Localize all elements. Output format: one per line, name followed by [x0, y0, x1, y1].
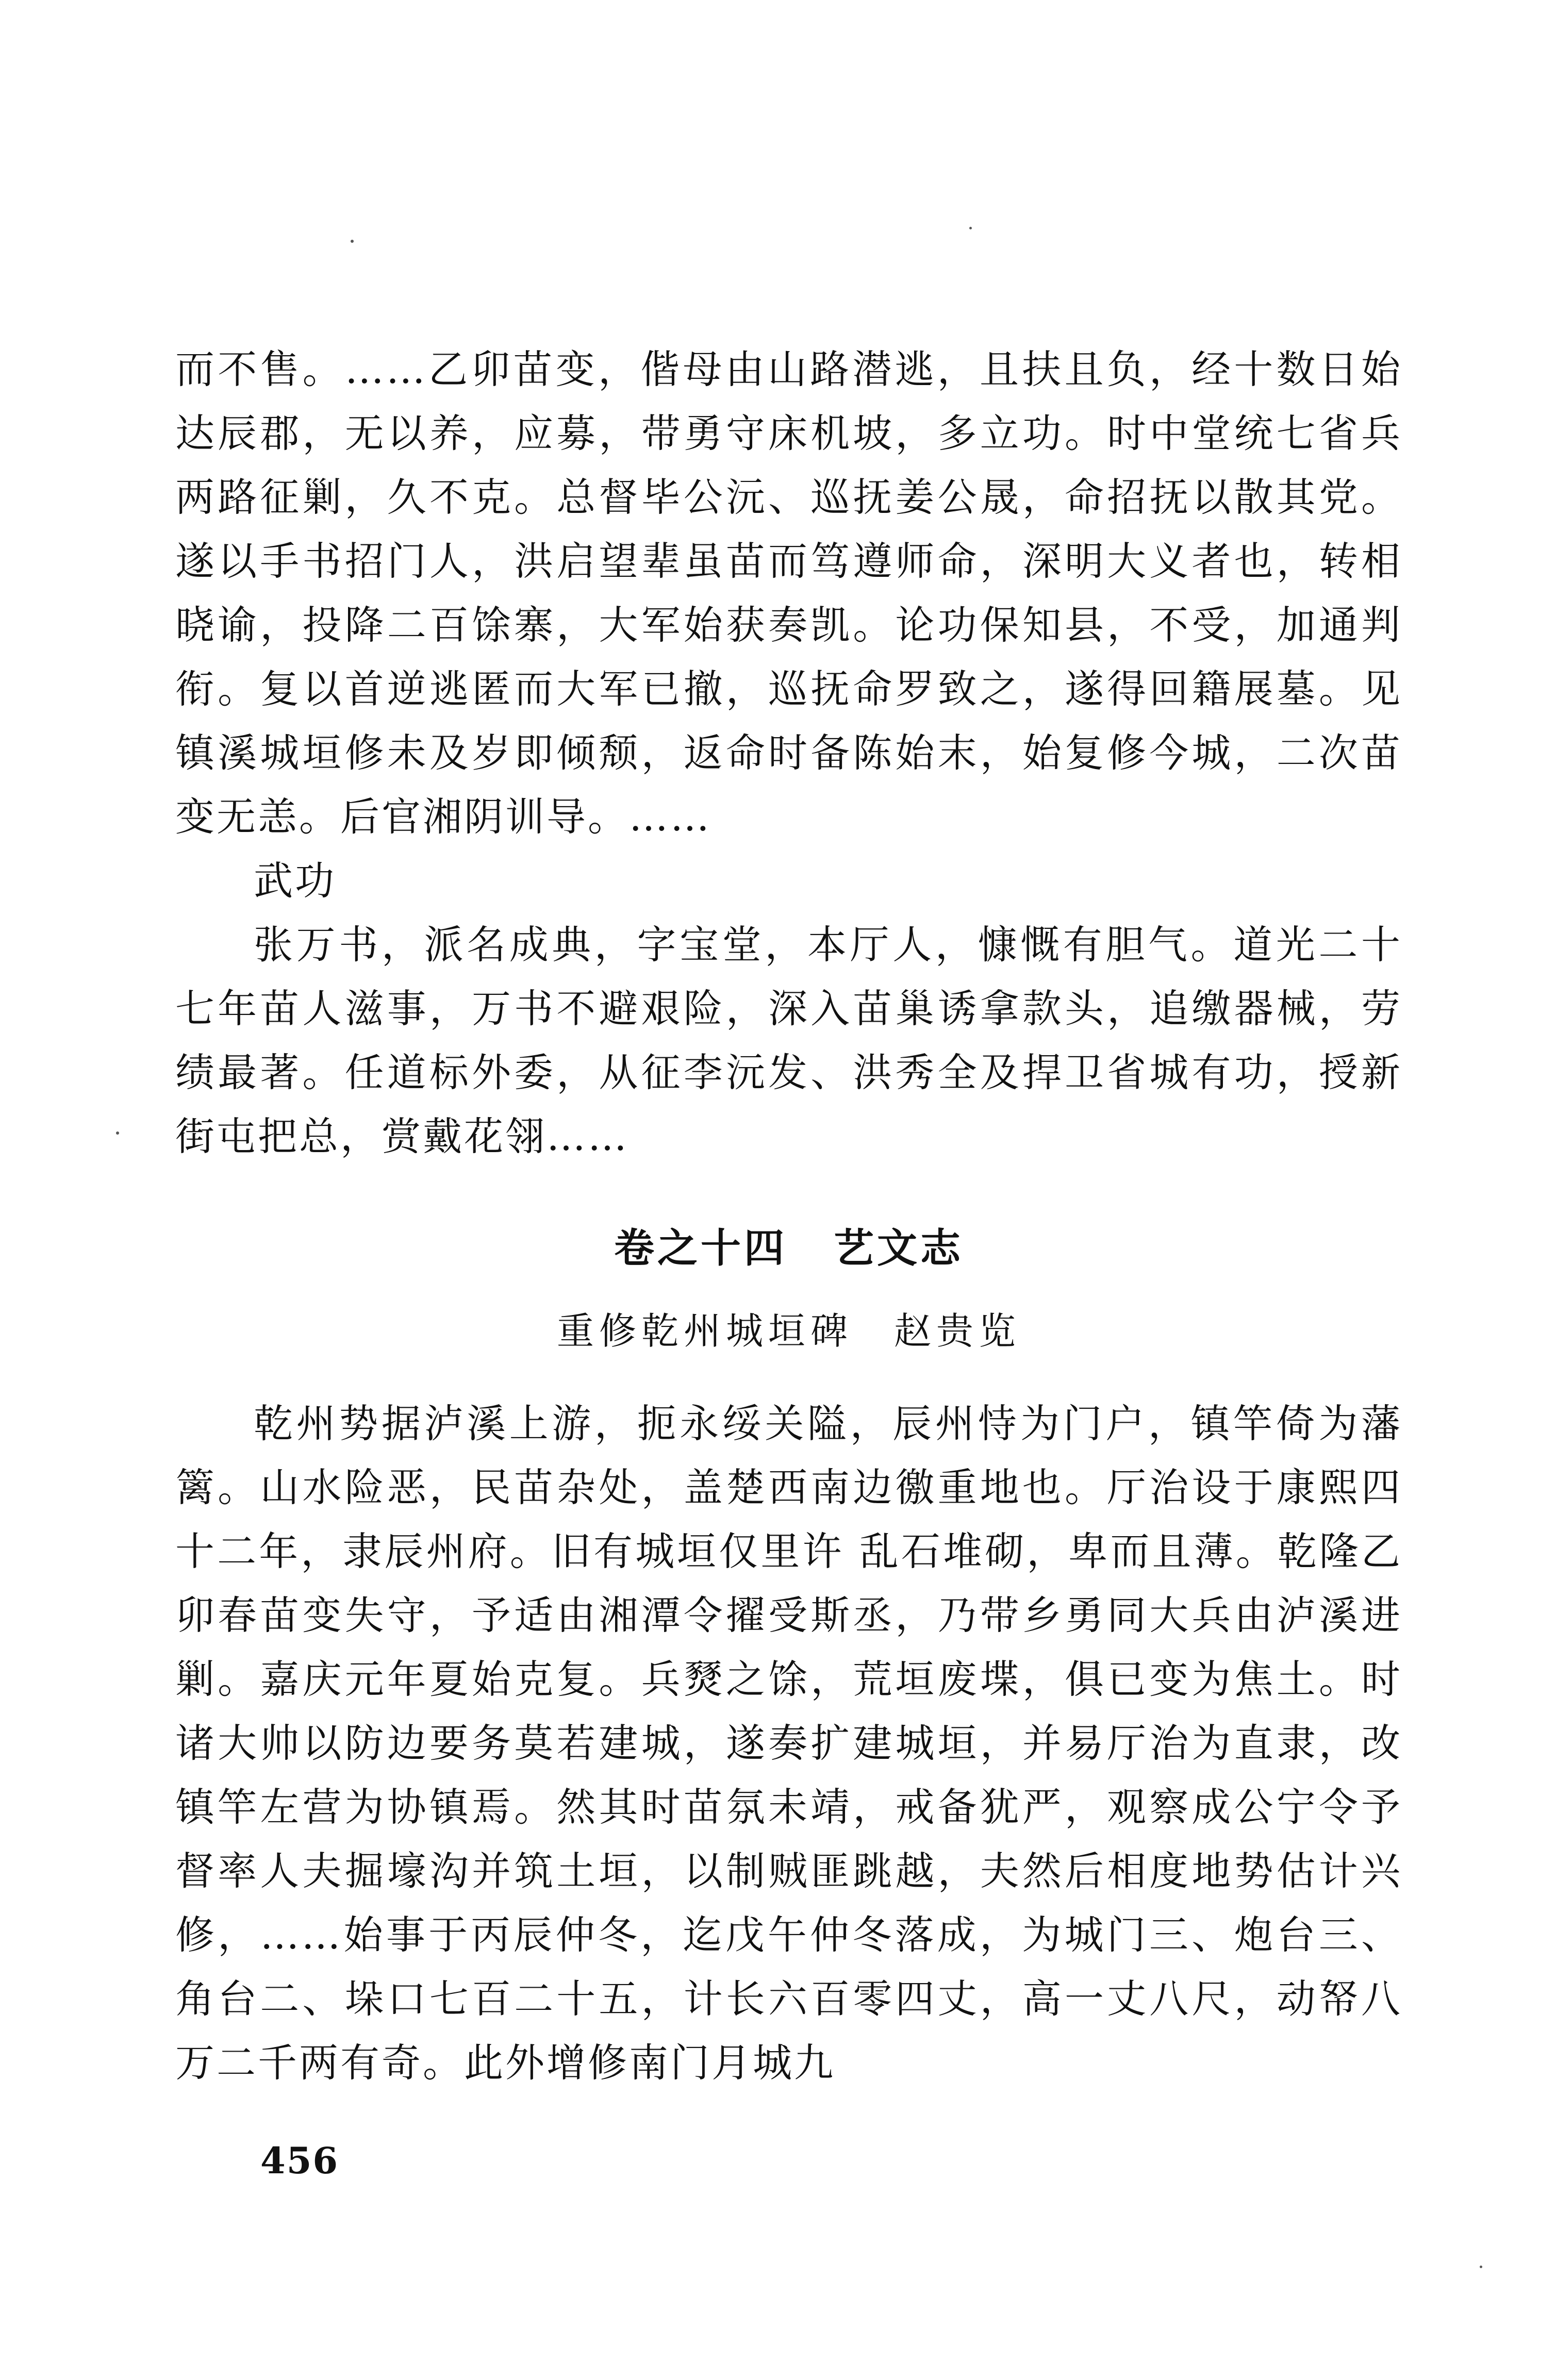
article-title: 重修乾州城垣碑 — [556, 1309, 853, 1353]
chapter-name: 艺文志 — [834, 1225, 964, 1272]
paragraph-stele: 乾州势据泸溪上游，扼永绥关隘，辰州恃为门户，镇竿倚为藩篱。山水险恶，民苗杂处，盖楚西南边徼重地也。厅治设于康熙四十二年，隶辰州府。旧有城垣仅里许 乱石堆砌，卑而且薄。乾隆乙卯春苗变失守，予适由湘潭令擢受斯丞，乃带乡勇同大兵由泸溪进剿。嘉庆元年夏始克复。兵燹之馀，荒垣废堞，俱已变为焦土。时诸大帅以防边要务莫若建城，遂奏扩建城垣，并易厅治为直隶，改镇竿左营为协镇焉。然其时苗氛未靖，戒备犹严，观察成公宁令予督率人夫掘壕沟并筑土垣，以制贼匪跳越，夫然后相度地势估计兴修，……始事于丙辰仲冬，迄戊午仲冬落成，为城门三、炮台三、角台二、垛口七百二十五，计长六百零四丈，高一丈八尺，动帑八万二千两有奇。此外增修南门月城九 — [175, 1401, 1402, 2086]
chapter-volume: 卷之十四 — [614, 1225, 787, 1272]
article-author: 赵贵览 — [894, 1309, 1021, 1353]
chapter-heading — [175, 1217, 1402, 1280]
scan-speck — [969, 227, 972, 229]
scan-speck — [1480, 2266, 1482, 2268]
stele-passage — [175, 1392, 1402, 2095]
scan-speck — [351, 240, 354, 243]
biography-passage — [175, 338, 1402, 1169]
scan-speck — [116, 1131, 119, 1135]
paragraph-luo: 而不售。……乙卯苗变，偕母由山路潜逃，且扶且负，经十数日始达辰郡，无以养，应募，带勇守床机坡，多立功。时中堂统七省兵两路征剿，久不克。总督毕公沅、巡抚姜公晟，命招抚以散其党。遂以手书招门人，洪启望辈虽苗而笃遵师命，深明大义者也，转相晓谕，投降二百馀寨，大军始获奏凯。论功保知县，不受，加通判衔。复以首逆逃匿而大军已撤，巡抚命罗致之，遂得回籍展墓。见镇溪城垣修未及岁即倾颓，返命时备陈始末，始复修今城，二次苗变无恙。后官湘阴训导。…… — [175, 346, 1402, 840]
section-subheading: 武功 — [254, 858, 336, 904]
article-title-line — [175, 1299, 1402, 1363]
paragraph-zhang: 张万书，派名成典，字宝堂，本厅人，慷慨有胆气。道光二十七年苗人滋事，万书不避艰险，深入苗巢诱拿款头，追缴器械，劳绩最著。任道标外委，从征李沅发、洪秀全及捍卫省城有功，授新街屯把总，赏戴花翎…… — [175, 922, 1402, 1159]
page-number: 456 — [260, 2139, 339, 2182]
